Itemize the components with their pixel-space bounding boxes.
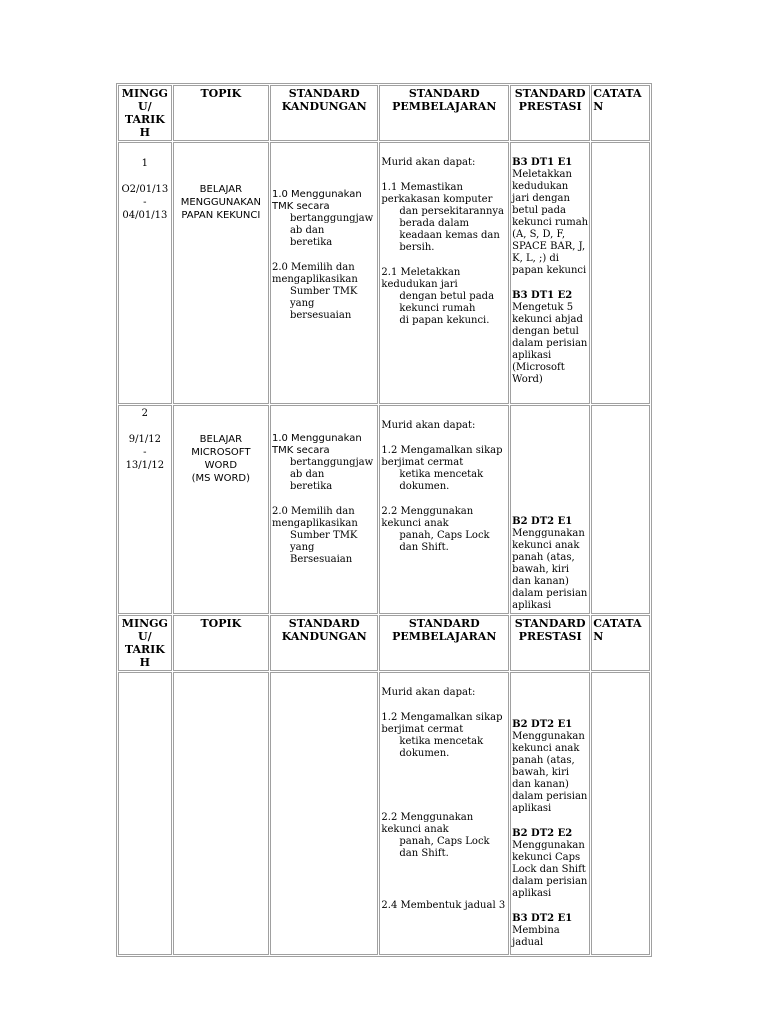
header-standard-kandungan: STANDARD KANDUNGAN bbox=[270, 85, 378, 141]
table-header-row bbox=[118, 615, 650, 671]
standard-pembelajaran-cell: Murid akan dapat: 1.1 Memastikan perkakasan komputer dan persekitarannya berada dalam keadaan kemas dan bersih. 2.1 Meletakkan kedudukan jari dengan betul pada kekunci rumah di papan kekunci. bbox=[379, 142, 509, 404]
week-cell: 2 9/1/12 - 13/1/12 bbox=[118, 405, 172, 614]
header-minggu-tarikh: MINGGU/ TARIKH bbox=[118, 85, 172, 141]
catatan-cell bbox=[591, 405, 650, 614]
header-minggu-tarikh: MINGGU/ TARIKH bbox=[118, 615, 172, 671]
header-topik: TOPIK bbox=[173, 615, 269, 671]
lesson-plan-table bbox=[116, 83, 652, 957]
catatan-cell bbox=[591, 142, 650, 404]
header-standard-prestasi: STANDARD PRESTASI bbox=[510, 615, 590, 671]
standard-kandungan-cell: 1.0 Menggunakan TMK secara bertanggungjawab dan beretika 2.0 Memilih dan mengaplikasikan Sumber TMK yang Bersesuaian bbox=[270, 405, 378, 614]
table-row bbox=[118, 672, 650, 955]
topik-cell: BELAJAR MENGGUNAKAN PAPAN KEKUNCI bbox=[173, 142, 269, 404]
header-standard-pembelajaran: STANDARD PEMBELAJARAN bbox=[379, 615, 509, 671]
topik-cell bbox=[173, 672, 269, 955]
catatan-cell bbox=[591, 672, 650, 955]
table-header-row bbox=[118, 85, 650, 141]
header-standard-kandungan: STANDARD KANDUNGAN bbox=[270, 615, 378, 671]
header-catatan: CATATAN bbox=[591, 615, 650, 671]
standard-prestasi-cell: B3 DT1 E1 Meletakkan kedudukan jari dengan betul pada kekunci rumah (A, S, D, F, SPACE BAR, J, K, L, ;) di papan kekunci B3 DT1 E2 Mengetuk 5 kekunci abjad dengan betul dalam perisian aplikasi (Microsoft Word) bbox=[510, 142, 590, 404]
header-standard-pembelajaran: STANDARD PEMBELAJARAN bbox=[379, 85, 509, 141]
standard-prestasi-cell: B2 DT2 E1 Menggunakan kekunci anak panah (atas, bawah, kiri dan kanan) dalam perisian aplikasi bbox=[510, 405, 590, 614]
header-catatan: CATATAN bbox=[591, 85, 650, 141]
table-row bbox=[118, 405, 650, 614]
standard-kandungan-cell bbox=[270, 672, 378, 955]
rpt-document bbox=[116, 83, 652, 957]
header-topik: TOPIK bbox=[173, 85, 269, 141]
week-cell bbox=[118, 672, 172, 955]
table-row bbox=[118, 142, 650, 404]
standard-prestasi-cell: B2 DT2 E1 Menggunakan kekunci anak panah (atas, bawah, kiri dan kanan) dalam perisian aplikasi B2 DT2 E2 Menggunakan kekunci Caps Lock dan Shift dalam perisian aplikasi B3 DT2 E1 Membina jadual bbox=[510, 672, 590, 955]
standard-kandungan-cell: 1.0 Menggunakan TMK secara bertanggungjawab dan beretika 2.0 Memilih dan mengaplikasikan Sumber TMK yang bersesuaian bbox=[270, 142, 378, 404]
week-cell: 1 O2/01/13 - 04/01/13 bbox=[118, 142, 172, 404]
standard-pembelajaran-cell: Murid akan dapat: 1.2 Mengamalkan sikap berjimat cermat ketika mencetak dokumen. 2.2 Menggunakan kekunci anak panah, Caps Lock dan Shift. 2.4 Membentuk jadual 3 bbox=[379, 672, 509, 955]
standard-pembelajaran-cell: Murid akan dapat: 1.2 Mengamalkan sikap berjimat cermat ketika mencetak dokumen. 2.2 Menggunakan kekunci anak panah, Caps Lock dan Shift. bbox=[379, 405, 509, 614]
topik-cell: BELAJAR MICROSOFT WORD (MS WORD) bbox=[173, 405, 269, 614]
header-standard-prestasi: STANDARD PRESTASI bbox=[510, 85, 590, 141]
